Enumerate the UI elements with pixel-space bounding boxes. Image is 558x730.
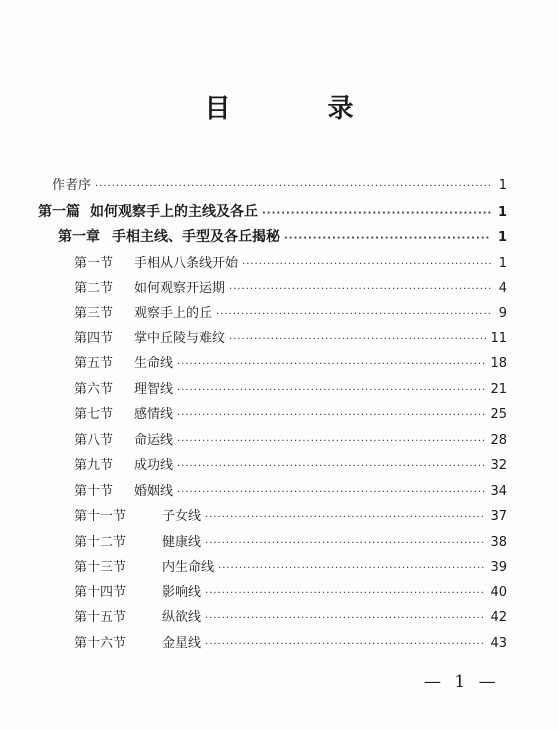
toc-section-page: 39 xyxy=(490,560,507,575)
toc-section-number: 第五节 xyxy=(74,356,114,371)
leader-dots xyxy=(177,487,486,498)
toc-section-title: 纵欲线 xyxy=(162,610,202,625)
toc-section-title: 命运线 xyxy=(134,433,174,448)
toc-section xyxy=(74,403,507,423)
toc-section-page: 37 xyxy=(490,509,507,524)
leader-dots xyxy=(229,284,491,295)
toc-section-page: 42 xyxy=(490,610,507,625)
toc-section-title: 观察手上的丘 xyxy=(134,306,213,321)
toc-preface-title: 作者序 xyxy=(52,178,92,193)
toc-section-page: 11 xyxy=(490,331,507,346)
leader-dots xyxy=(205,512,486,523)
toc-section xyxy=(74,327,507,347)
leader-dots xyxy=(95,181,491,192)
toc-section xyxy=(74,252,507,272)
toc-section xyxy=(74,302,507,322)
toc-chapter xyxy=(58,226,507,246)
toc-section-number: 第十三节 xyxy=(74,560,127,575)
toc-part-title: 如何观察手上的主线及各丘 xyxy=(90,204,258,220)
toc-section-page: 43 xyxy=(490,636,507,651)
toc-section xyxy=(74,505,507,525)
leader-dots xyxy=(242,259,491,270)
toc-preface xyxy=(52,174,507,194)
toc-section-title: 如何观察开运期 xyxy=(134,281,226,296)
toc-section-title: 内生命线 xyxy=(162,560,215,575)
toc-section-number: 第一节 xyxy=(74,256,114,271)
toc-section xyxy=(74,429,507,449)
leader-dots xyxy=(218,563,486,574)
toc-section-number: 第七节 xyxy=(74,407,114,422)
leader-dots xyxy=(205,613,486,624)
toc-section-page: 21 xyxy=(490,382,507,397)
toc-section xyxy=(74,480,507,500)
toc-section-title: 婚姻线 xyxy=(134,484,174,499)
leader-dots xyxy=(177,461,486,472)
leader-dots xyxy=(177,385,486,396)
toc-part xyxy=(38,201,507,221)
toc-section-page: 38 xyxy=(490,535,507,550)
toc-section-title: 健康线 xyxy=(162,535,202,550)
toc-section-number: 第十六节 xyxy=(74,636,127,651)
toc-section-number: 第三节 xyxy=(74,306,114,321)
leader-dots xyxy=(205,588,486,599)
toc-section-title: 掌中丘陵与难纹 xyxy=(134,331,226,346)
toc-section-title: 影响线 xyxy=(162,585,202,600)
toc-section-title: 子女线 xyxy=(162,509,202,524)
toc-section xyxy=(74,454,507,474)
toc-section-number: 第十节 xyxy=(74,484,114,499)
toc-section xyxy=(74,277,507,297)
toc-part-number: 第一篇 xyxy=(38,204,80,220)
toc-section xyxy=(74,606,507,626)
toc-section xyxy=(74,378,507,398)
toc-section-number: 第六节 xyxy=(74,382,114,397)
toc-section-page: 32 xyxy=(490,458,507,473)
toc-part-page: 1 xyxy=(497,205,507,220)
leader-dots xyxy=(205,639,486,650)
toc-section xyxy=(74,556,507,576)
toc-section-number: 第十四节 xyxy=(74,585,127,600)
toc-section-page: 9 xyxy=(498,306,507,321)
toc-section-title: 成功线 xyxy=(134,458,174,473)
toc-chapter-number: 第一章 xyxy=(58,229,100,245)
toc-section xyxy=(74,352,507,372)
leader-dots xyxy=(177,436,486,447)
toc-section-title: 金星线 xyxy=(162,636,202,651)
toc-section-title: 理智线 xyxy=(134,382,174,397)
toc-section-number: 第四节 xyxy=(74,331,114,346)
toc-section-page: 4 xyxy=(498,281,507,296)
toc-section-page: 1 xyxy=(498,256,507,271)
toc-section-number: 第十二节 xyxy=(74,535,127,550)
toc-section xyxy=(74,581,507,601)
toc-section-title: 生命线 xyxy=(134,356,174,371)
toc-section-number: 第八节 xyxy=(74,433,114,448)
toc-chapter-title: 手相主线、手型及各丘揭秘 xyxy=(112,229,280,245)
toc-section-page: 18 xyxy=(490,356,507,371)
toc-section xyxy=(74,531,507,551)
toc-section-page: 25 xyxy=(490,407,507,422)
toc-section-number: 第九节 xyxy=(74,458,114,473)
page-title: 目 录 xyxy=(204,94,398,124)
leader-dots xyxy=(262,208,491,219)
toc-section-page: 34 xyxy=(490,484,507,499)
toc-section-page: 40 xyxy=(490,585,507,600)
leader-dots xyxy=(284,233,491,244)
leader-dots xyxy=(205,538,486,549)
leader-dots xyxy=(177,359,486,370)
toc-preface-page: 1 xyxy=(498,178,507,193)
toc-section xyxy=(74,632,507,652)
leader-dots xyxy=(177,410,486,421)
toc-section-page: 28 xyxy=(490,433,507,448)
toc-section-number: 第十一节 xyxy=(74,509,127,524)
toc-section-title: 感情线 xyxy=(134,407,174,422)
leader-dots xyxy=(216,309,491,320)
toc-section-number: 第十五节 xyxy=(74,610,127,625)
page-number-footer: — 1 — xyxy=(424,672,500,692)
leader-dots xyxy=(229,334,486,345)
toc-section-title: 手相从八条线开始 xyxy=(134,256,239,271)
toc-section-number: 第二节 xyxy=(74,281,114,296)
toc-chapter-page: 1 xyxy=(497,230,507,245)
